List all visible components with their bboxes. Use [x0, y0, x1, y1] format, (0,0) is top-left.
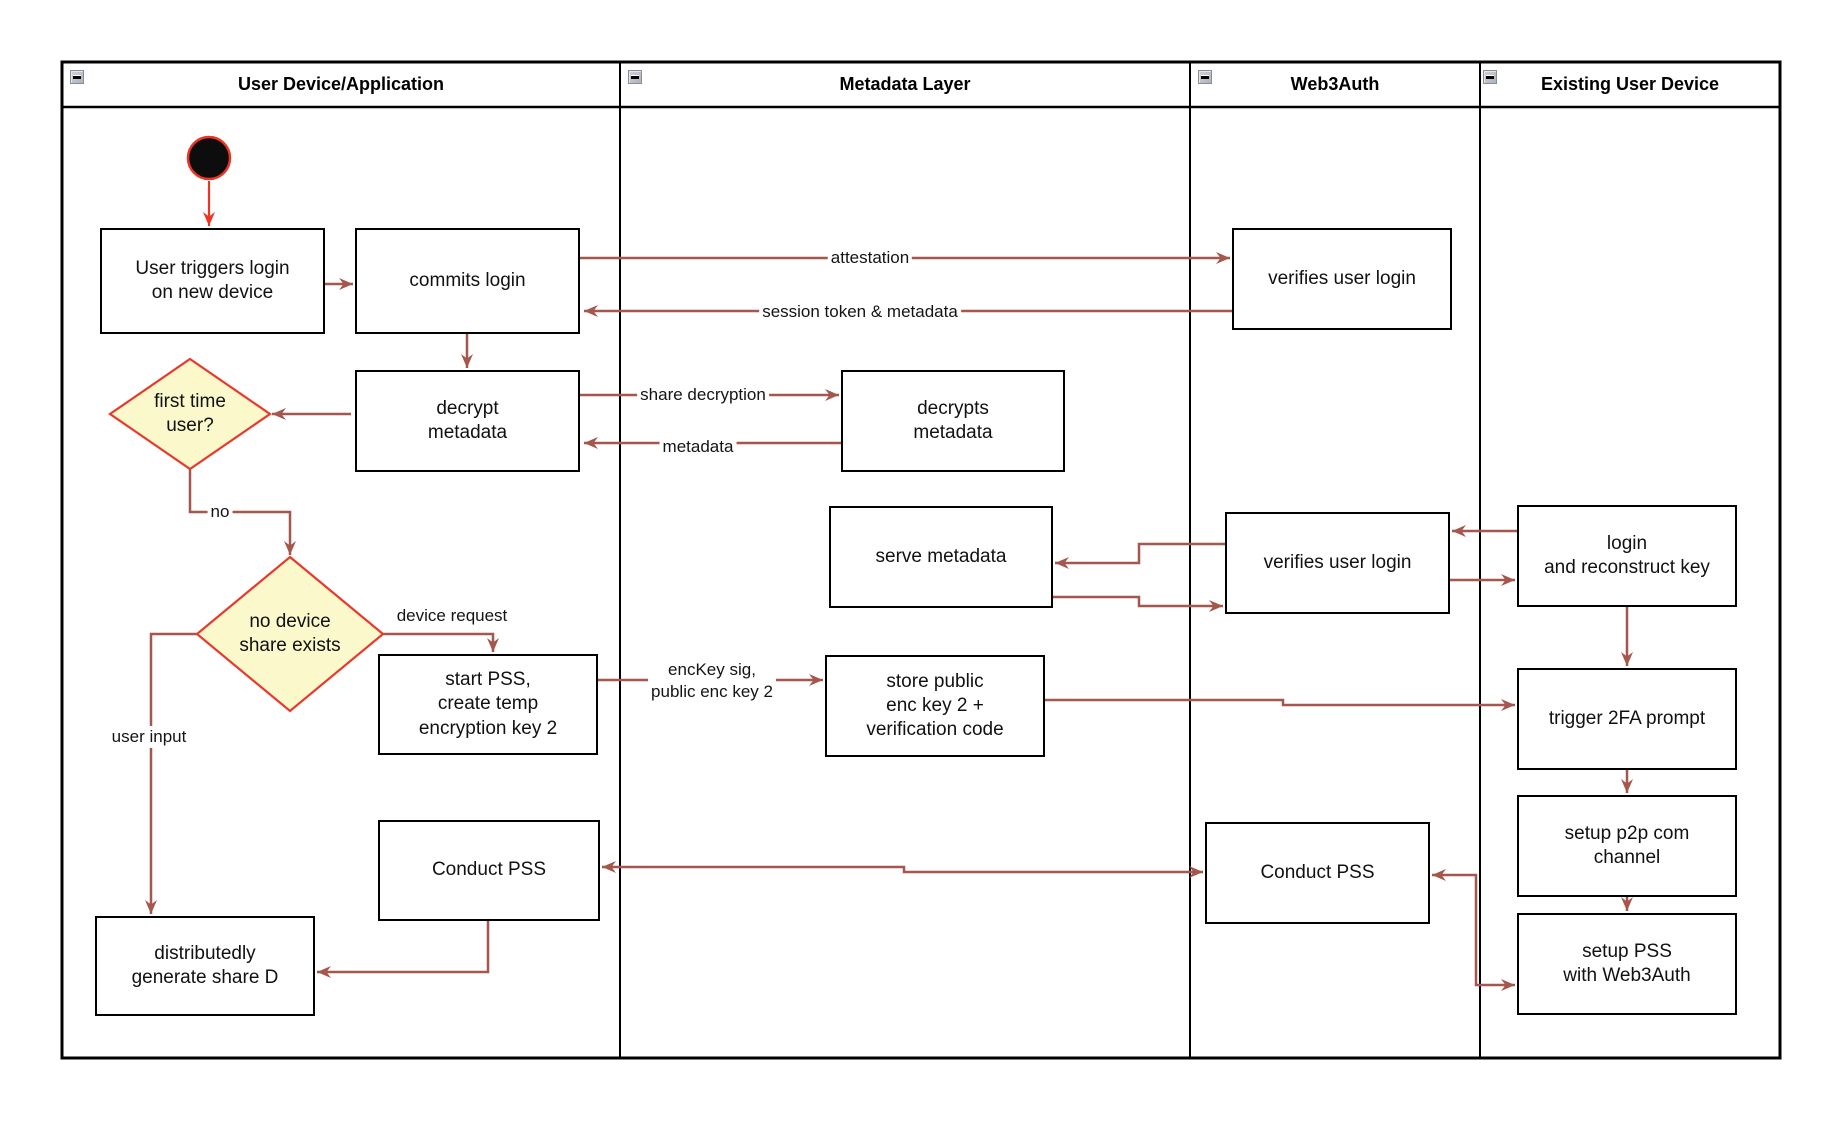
edge-store-to-trigger-2fa — [1045, 699, 1515, 711]
lane-title: User Device/Application — [237, 74, 445, 94]
minus-icon — [1486, 75, 1494, 79]
edge-conduct-to-generate-share — [317, 921, 488, 978]
edge-label-text: device request — [396, 605, 508, 625]
edge-decrypt-to-first-time — [272, 408, 351, 420]
edge-label-text: encKey sig, — [668, 659, 756, 679]
node-label: Conduct PSS — [431, 859, 547, 881]
collapse-lane-button[interactable] — [1483, 70, 1497, 84]
start-node — [188, 137, 230, 179]
node-label: decrypts — [917, 397, 989, 419]
edge-label-text: public enc key 2 — [651, 682, 773, 701]
node-label: channel — [1593, 847, 1661, 868]
edge-attestation — [580, 252, 1230, 264]
node-label: verification code — [866, 719, 1004, 741]
node-label: on new device — [151, 282, 274, 303]
edge-login-to-verifies — [1452, 525, 1517, 537]
edge-label-text: no — [210, 501, 230, 521]
edge-metadata-return — [584, 437, 841, 449]
edge-conduct-pss-link — [602, 861, 1203, 878]
node-label: distributedly — [154, 942, 256, 964]
decision-first-time-user-shape — [110, 359, 270, 469]
edge-label-text: attestation — [830, 247, 910, 267]
decision-no-device-share-exists-shape — [197, 557, 383, 711]
diagram-frame — [62, 62, 1780, 1058]
decision-label: user? — [166, 415, 214, 436]
edge-commits-to-decrypt — [461, 334, 473, 368]
edge-label-text: metadata — [662, 436, 734, 456]
minus-icon — [631, 75, 639, 79]
node-label: enc key 2 + — [886, 694, 984, 716]
edge-enckey-sig — [598, 674, 823, 686]
collapse-lane-button[interactable] — [70, 70, 84, 84]
node-label: setup PSS — [1582, 940, 1672, 962]
node-label: encryption key 2 — [418, 717, 558, 739]
node-label: metadata — [913, 422, 993, 443]
edge-device-request — [383, 634, 499, 652]
node-label: create temp — [437, 693, 539, 715]
edge-verifies-to-serve — [1055, 544, 1225, 569]
node-label: with Web3Auth — [1563, 965, 1691, 986]
edge-verifies-to-login — [1450, 574, 1515, 586]
edge-trigger-to-p2p — [1621, 770, 1633, 793]
node-label: verifies user login — [1268, 267, 1416, 289]
node-label: and reconstruct key — [1544, 557, 1710, 578]
edge-label-text: user input — [111, 726, 187, 746]
node-label: serve metadata — [875, 545, 1007, 567]
decision-label: first time — [154, 390, 226, 412]
node-label: login — [1606, 532, 1648, 554]
lane-title: Existing User Device — [1540, 74, 1720, 94]
node-label: generate share D — [131, 967, 279, 988]
edge-setup-pss-conduct-link — [1432, 869, 1515, 991]
lane-title: Metadata Layer — [839, 74, 971, 94]
edge-user-triggers-to-commits — [325, 278, 353, 290]
edge-label-text: share decryption — [640, 384, 766, 404]
edge-share-decryption — [580, 389, 839, 401]
minus-icon — [73, 75, 81, 79]
edge-user-input-path — [145, 634, 197, 914]
node-label: start PSS, — [445, 669, 531, 691]
edge-no-branch — [190, 469, 296, 555]
node-label: User triggers login — [135, 257, 290, 279]
edge-p2p-to-setup-pss — [1621, 897, 1633, 911]
node-label: setup p2p com — [1564, 822, 1690, 844]
node-label: metadata — [427, 422, 508, 443]
node-label: commits login — [409, 269, 526, 291]
node-label: store public — [886, 670, 984, 692]
node-label: decrypt — [436, 397, 499, 419]
decision-label: no device — [249, 610, 331, 632]
edge-start-to-user-triggers — [203, 181, 215, 226]
lane-title: Web3Auth — [1290, 74, 1380, 94]
collapse-lane-button[interactable] — [1198, 70, 1212, 84]
node-label: trigger 2FA prompt — [1548, 707, 1706, 729]
collapse-lane-button[interactable] — [628, 70, 642, 84]
edge-serve-to-verifies — [1053, 597, 1223, 612]
decision-label: share exists — [239, 635, 341, 656]
edge-label-text: session token & metadata — [762, 301, 958, 321]
node-label: Conduct PSS — [1260, 861, 1375, 883]
node-label: verifies user login — [1263, 551, 1412, 573]
edge-session-token-metadata — [584, 305, 1232, 317]
minus-icon — [1201, 75, 1209, 79]
edge-login-to-trigger-2fa — [1621, 607, 1633, 666]
